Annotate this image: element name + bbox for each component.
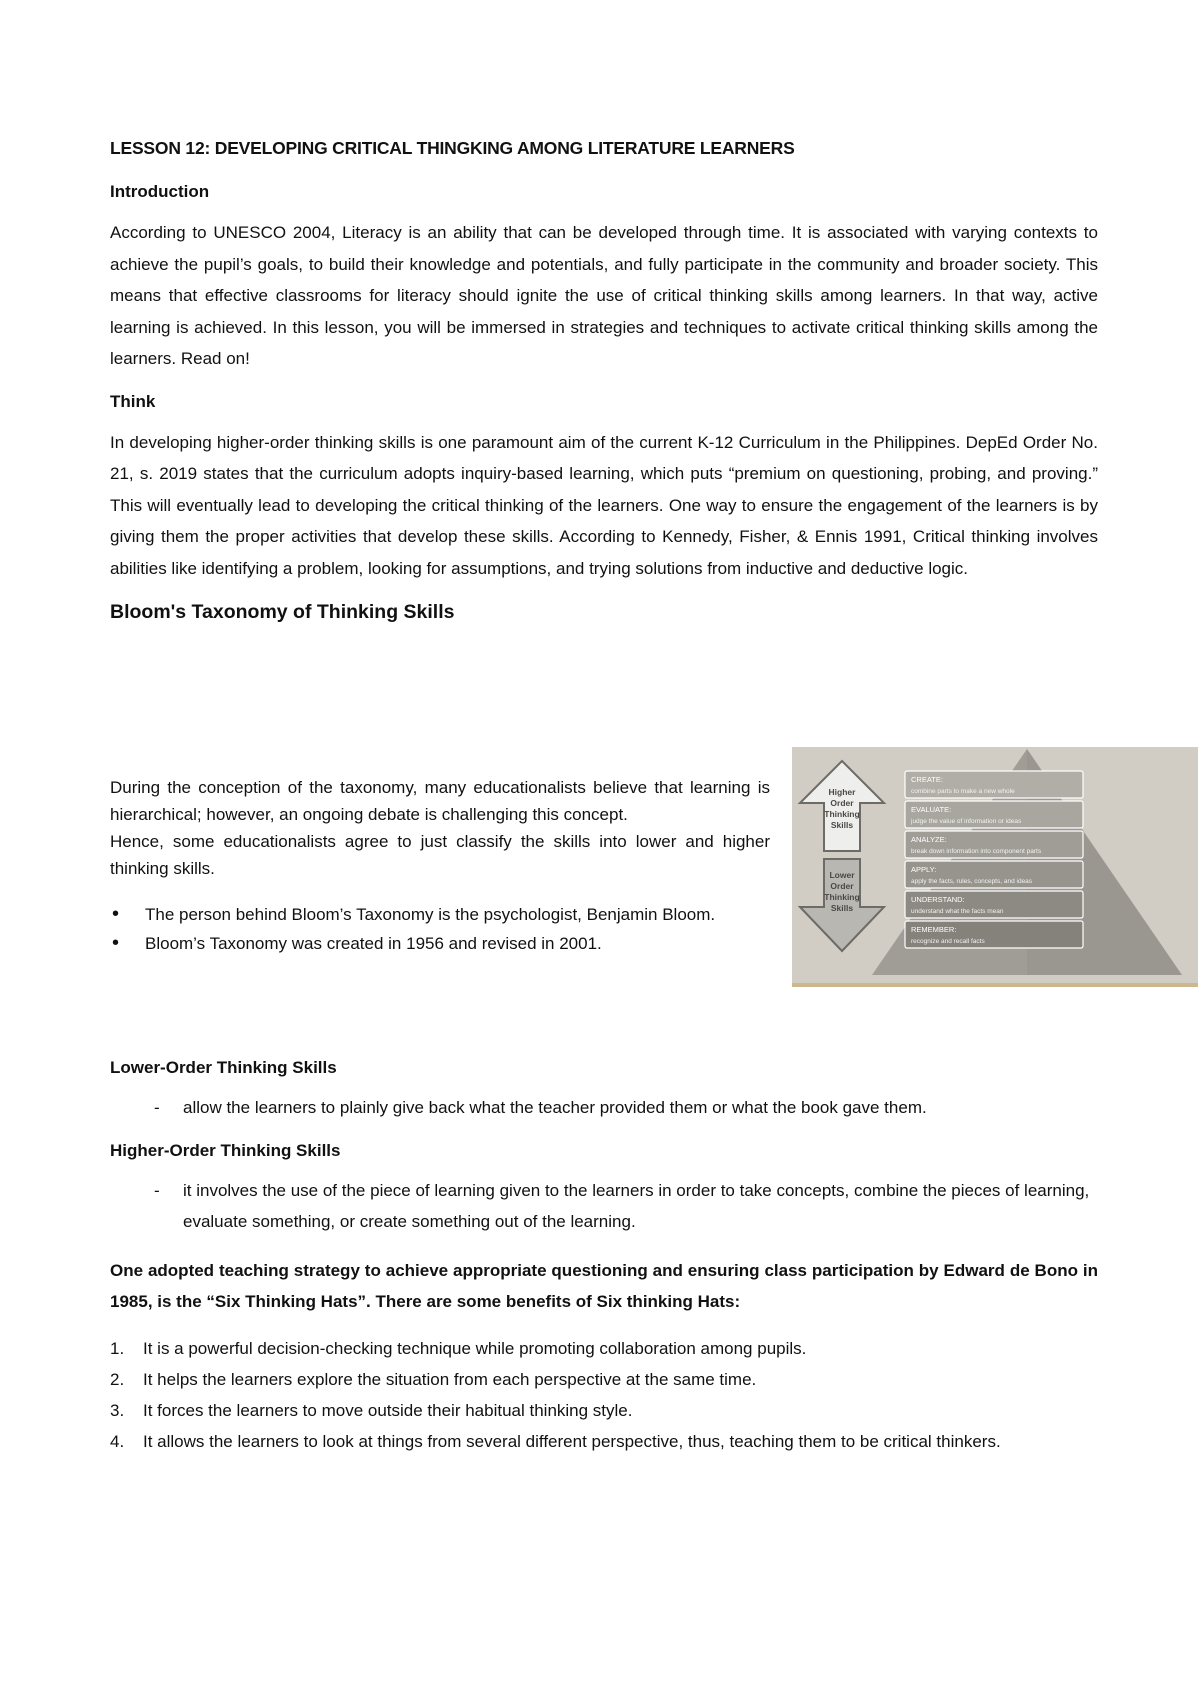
arrow-label-line: Thinking	[824, 809, 860, 819]
arrow-label-line: Order	[830, 798, 854, 808]
arrow-label-line: Higher	[828, 787, 856, 797]
level-name: ANALYZE:	[911, 835, 947, 844]
level-name: REMEMBER:	[911, 925, 957, 934]
list-item	[110, 1395, 1098, 1426]
arrow-label-line: Skills	[830, 820, 854, 830]
arrow-label-line: Thinking	[824, 892, 860, 902]
skills-and-hats-section	[110, 1058, 1098, 1457]
pyramid-level	[905, 831, 1083, 858]
item-text: It helps the learners explore the situation from each perspective at the same time.	[143, 1370, 757, 1389]
item-number: 3.	[110, 1401, 125, 1420]
level-description: judge the value of information or ideas	[911, 818, 1022, 825]
bloom-taxonomy-diagram	[792, 747, 1198, 987]
arrow-label-line: Skills	[830, 903, 854, 913]
lesson-title: LESSON 12: DEVELOPING CRITICAL THINGKING AMONG LITERATURE LEARNERS	[110, 138, 795, 158]
level-name: UNDERSTAND:	[911, 895, 965, 904]
arrow-label-line: Order	[830, 881, 854, 891]
document-page	[110, 138, 1098, 640]
dash-marker: -	[154, 1098, 160, 1117]
level-name: EVALUATE:	[911, 805, 952, 814]
level-name: CREATE:	[911, 775, 943, 784]
bloom-paragraph-2: Hence, some educationalists agree to just classify the skills into lower and higher thinking skills.	[110, 832, 770, 878]
list-item: • Bloom’s Taxonomy was created in 1956 and revised in 2001.	[110, 929, 770, 958]
arrow-label-line: Lower	[829, 870, 855, 880]
think-paragraph: In developing higher-order thinking skills is one paramount aim of the current K-12 Curriculum in the Philippines. DepEd Order No. 21, s. 2019 states that the curriculum adopts inquiry-based learning, which puts “premium on questioning, probing, and proving.” This will eventually lead to developing the critical thinking of the learners. One way to ensure the engagement of the learners is by giving them the proper activities that develop these skills. According to Kennedy, Fisher, & Ennis 1991, Critical thinking involves abilities like identifying a problem, looking for assumptions, and trying solutions from inductive and deductive logic.	[110, 432, 1098, 578]
level-description: recognize and recall facts	[911, 938, 985, 945]
higher-order-text: it involves the use of the piece of learning given to the learners in order to take concepts, combine the pieces of learning, evaluate something, or create something out of the learning.	[183, 1181, 1090, 1231]
dash-marker: -	[154, 1181, 160, 1200]
think-heading: Think	[110, 391, 156, 411]
pyramid-level	[905, 801, 1083, 828]
level-description: break down information into component parts	[911, 848, 1042, 855]
introduction-heading: Introduction	[110, 182, 210, 201]
level-description: apply the facts, rules, concepts, and ideas	[911, 878, 1033, 885]
bloom-taxonomy-figure	[792, 747, 1198, 987]
six-hats-benefits-list	[110, 1333, 1098, 1457]
lower-order-heading: Lower-Order Thinking Skills	[110, 1058, 337, 1077]
pyramid-level	[905, 861, 1083, 888]
bloom-paragraph-1: During the conception of the taxonomy, many educationalists believe that learning is hierarchical; however, an ongoing debate is challenging this concept.	[110, 778, 770, 824]
level-description: combine parts to make a new whole	[911, 788, 1015, 795]
bloom-bullet-list	[110, 900, 770, 958]
pyramid-level	[905, 771, 1083, 798]
level-description: understand what the facts mean	[911, 908, 1004, 915]
higher-order-item	[110, 1175, 1098, 1237]
list-item	[110, 1333, 1098, 1364]
list-item	[110, 1364, 1098, 1395]
item-number: 2.	[110, 1370, 125, 1389]
introduction-paragraph: According to UNESCO 2004, Literacy is an ability that can be developed through time. It is associated with varying contexts to achieve the pupil’s goals, to build their knowledge and potentials, and fully participate in the community and broader society. This means that effective classrooms for literacy should ignite the use of critical thinking skills among learners. In that way, active learning is achieved. In this lesson, you will be immersed in strategies and techniques to activate critical thinking skills among the learners. Read on!	[110, 223, 1098, 368]
higher-order-heading: Higher-Order Thinking Skills	[110, 1141, 341, 1160]
list-item	[110, 1426, 1098, 1457]
level-name: APPLY:	[911, 865, 937, 874]
pyramid-level	[905, 891, 1083, 918]
item-text: It allows the learners to look at things from several different perspective, thus, teaching them to be critical thinkers.	[143, 1432, 1001, 1451]
lower-order-item	[110, 1092, 1098, 1123]
item-number: 1.	[110, 1339, 125, 1358]
lower-order-text: allow the learners to plainly give back what the teacher provided them or what the book gave them.	[183, 1098, 927, 1117]
pyramid-level	[905, 921, 1083, 948]
bloom-heading: Bloom's Taxonomy of Thinking Skills	[110, 601, 455, 623]
list-item: • The person behind Bloom’s Taxonomy is the psychologist, Benjamin Bloom.	[110, 900, 770, 929]
six-hats-intro: One adopted teaching strategy to achieve appropriate questioning and ensuring class participation by Edward de Bono in 1985, is the “Six Thinking Hats”. There are some benefits of Six thinking Hats:	[110, 1261, 1098, 1311]
item-text: It is a powerful decision-checking technique while promoting collaboration among pupils.	[143, 1339, 807, 1358]
item-number: 4.	[110, 1432, 125, 1451]
item-text: It forces the learners to move outside their habitual thinking style.	[143, 1401, 633, 1420]
bloom-section	[110, 774, 770, 958]
